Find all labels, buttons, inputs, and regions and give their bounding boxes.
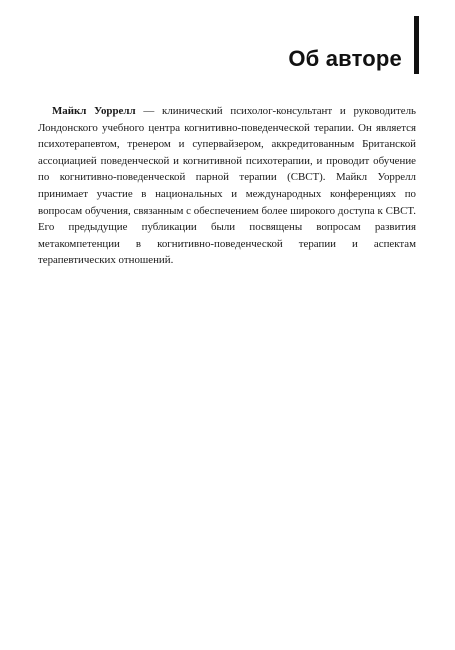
author-name: Майкл Уоррелл <box>52 105 136 117</box>
about-author-text <box>38 103 416 269</box>
about-paragraph <box>38 103 416 269</box>
chapter-header <box>288 16 419 74</box>
about-paragraph-text: — клинический психолог-консультант и руководитель Лондонского учебного центра когнитивно-поведенческой терапии. Он является психотерапевтом, тренером и супервайзером, аккредитованным Британской ассоциацией поведенческой и когнитивной психотерапии, и проводит обучение по когнитивно-поведенческой парной терапии (CBCT). Майкл Уоррелл принимает участие в национальных и международных конференциях по вопросам обучения, связанным с обеспечением более широкого доступа к CBCT. Его предыдущие публикации были посвящены вопросам развития метакомпетенции в когнитивно-поведенческой терапии и аспектам терапевтических отношений. <box>38 105 416 267</box>
chapter-title: Об авторе <box>288 46 402 71</box>
chapter-marker-bar <box>414 16 419 74</box>
